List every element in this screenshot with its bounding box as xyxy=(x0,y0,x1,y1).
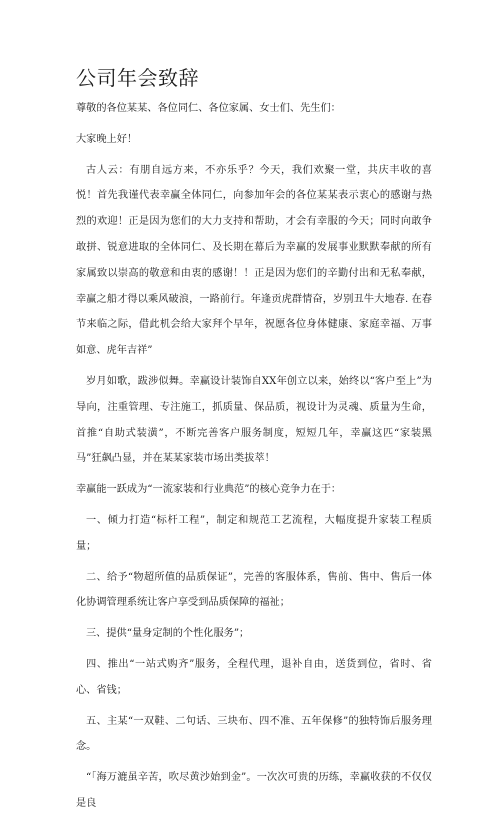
document-title: 公司年会致辞 xyxy=(76,66,199,90)
paragraph: 大家晚上好！ xyxy=(76,133,138,145)
paragraph: “「海万漉虽辛苦，吹尽黄沙始到金”。一次次可贵的历练，幸赢收获的不仅仅是良 xyxy=(76,772,432,809)
paragraph: 二、给予“物超所值的品质保证”，完善的客服体系，售前、售中、售后一体化协调管理系统让客户享受到品质保障的福祉； xyxy=(76,571,432,609)
paragraph: 四、推出“一站式购齐”服务，全程代理，退补自由，送货到位，省时、省心、省钱； xyxy=(76,658,432,696)
paragraph: 三、提供“量身定制的个性化服务”； xyxy=(86,628,250,640)
paragraph: 五、主某“一双鞋、二句话、三块布、四不准、五年保修”的独特饰后服务理念。 xyxy=(76,715,432,753)
paragraph: 古人云：有朋自远方来，不亦乐乎？今天，我们欢聚一堂，共庆丰收的喜悦！首先我谨代表幸赢全体同仁，向参加年会的各位某某表示衷心的感谢与热烈的欢迎！正是因为您们的大力支持和帮助，才会有幸服的今天；同时向敢争敢拼、锐意进取的全体同仁、及长期在幕后为幸赢的发展事业默默奉献的所有家属致以崇高的敬意和由衷的感谢！！正是因为您们的辛勤付出和无私奉献，幸赢之船才得以乘风破浪，一路前行。年逢贡虎群情奋，岁别丑牛大地春. 在春节来临之际，借此机会给大家拜个早年，祝愿各位身体健康、家庭幸福、万事如意、虎年吉祥” xyxy=(76,164,432,357)
document-body xyxy=(76,96,432,822)
paragraph: 尊敬的各位某某、各位同仁、各位家属、女士们、先生们： xyxy=(76,103,341,114)
paragraph: 岁月如歌，跋涉似舞。幸赢设计装饰自XX年创立以来，始终以“客户至上”为导向，注重管理、专注施工，抓质量、保品质，视设计为灵魂、质量为生命，首推“自助式装潢”，不断完善客户服务制度，短短几年，幸赢这匹“家装黑马”狂飙凸显，并在某某家装市场出类拔萃！ xyxy=(76,375,432,465)
paragraph: 幸赢能一跃成为“一流家装和行业典范”的核心竞争力在于： xyxy=(76,484,342,496)
paragraph: 一、倾力打造“标杆工程”，制定和规范工艺流程，大幅度提升家装工程质量； xyxy=(76,514,432,552)
